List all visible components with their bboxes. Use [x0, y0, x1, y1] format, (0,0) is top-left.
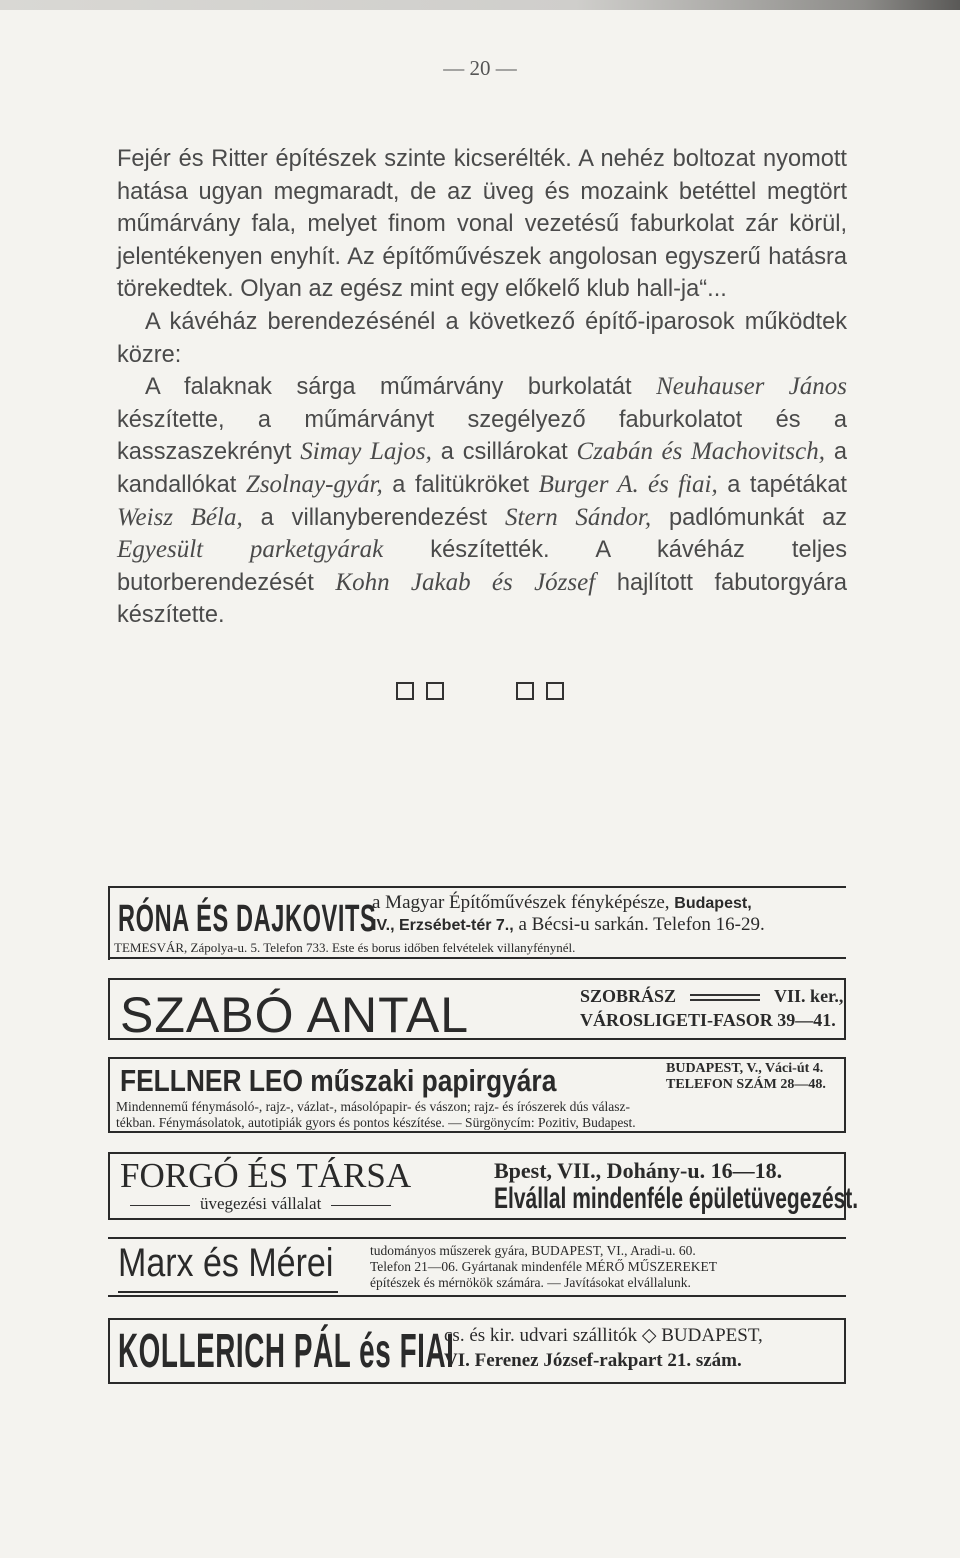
- ad-kollerich-line1: cs. és kir. udvari szállitók ◇ BUDAPEST,: [444, 1325, 763, 1346]
- ad-fellner-desc2: tékban. Fénymásolatok, autotipiák gyors és pontos készítése. — Sürgönycím: Pozitiv, Budapest.: [116, 1115, 636, 1130]
- section-separator: [0, 676, 960, 702]
- ad-marx-line1: tudományos műszerek gyára, BUDAPEST, VI., Aradi-u. 60.: [370, 1243, 696, 1258]
- ad-fellner-addr1: BUDAPEST, V., Váci-út 4.: [666, 1061, 824, 1076]
- double-rule: [690, 994, 760, 1001]
- ad-fellner-leo: [108, 1057, 846, 1133]
- ad-rona-dajkovits: [108, 886, 846, 960]
- ad-szabo-antal: [108, 978, 846, 1043]
- ad-forgo-line1: Bpest, VII., Dohány-u. 16—18.: [494, 1158, 783, 1183]
- ad-forgo-tarsa: [108, 1152, 859, 1220]
- square-ornament-icon: [546, 682, 564, 700]
- ad-marx-line2: Telefon 21—06. Gyártanak mindenféle MÉRŐ MŰSZEREKET: [370, 1259, 717, 1274]
- square-ornament-icon: [426, 682, 444, 700]
- article-body: [117, 143, 847, 632]
- ad-rona-line3: TEMESVÁR, Zápolya-u. 5. Telefon 733. Este és borus időben felvételek villanyfénynél.: [114, 940, 576, 955]
- ad-kollerich-name: KOLLERICH PÁL és FIAI: [118, 1325, 455, 1378]
- ad-marx-name: Marx és Mérei: [118, 1241, 334, 1285]
- ad-marx-merei: [108, 1237, 846, 1297]
- ad-marx-line3: építészek és mérnökök számára. — Javításokat elvállalunk.: [370, 1275, 691, 1290]
- divider: [118, 1291, 338, 1293]
- ad-forgo-sub: üvegezési vállalat: [120, 1194, 401, 1214]
- paragraph-2: A kávéház berendezésénél a következő építő-iparosok működtek közre:: [117, 308, 847, 368]
- ad-szabo-line1: SZOBRÁSZ VII. ker.,: [580, 986, 844, 1006]
- ad-kollerich-line2: VI. Ferenez József-rakpart 21. szám.: [444, 1350, 742, 1371]
- paragraph-3: A falaknak sárga műmárvány burkolatát Neuhauser János készítette, a műmárványt szegélyező faburkolatot és a kasszaszekrényt Simay Lajos, a csillárokat Czabán és Machovitsch, a kandallókat Zsolnay-gyár, a falitükröket Burger A. és fiai, a tapétákat Weisz Béla, a villanyberendezést Stern Sándor, padlómunkát az Egyesült parketgyárak készítették. A kávéház teljes butorberendezését Kohn Jakab és József hajlított fabutorgyára készítette.: [117, 373, 848, 629]
- square-ornament-icon: [516, 682, 534, 700]
- ad-szabo-line2: VÁROSLIGETI-FASOR 39—41.: [580, 1010, 836, 1030]
- ad-fellner-desc1: Mindennemű fénymásoló-, rajz-, vázlat-, másolópapir- és vászon; rajz- és írószerek dús válasz-: [116, 1099, 631, 1114]
- ad-rona-line2: IV., Erzsébet-tér 7., a Bécsi-u sarkán. Telefon 16-29.: [372, 914, 765, 935]
- ad-szabo-name: SZABÓ ANTAL: [120, 987, 470, 1043]
- ad-rona-line1: a Magyar Építőművészek fényképésze, Budapest,: [372, 892, 752, 913]
- paragraph-1: Fejér és Ritter építészek szinte kicserélték. A nehéz boltozat nyomott hatása ugyan megmaradt, de az üveg és mozaink betéttel megtört műmárvány fala, melyet finom vonal vezetésű faburkolat zár körül, jelentékenyen enyhít. Az építőművészek angolosan egyszerű hatásra törekedtek. Olyan az egész mint egy előkelő klub hall-ja“...: [117, 146, 847, 303]
- ad-forgo-line2: Elvállal mindenféle épületüvegezést.: [494, 1182, 859, 1215]
- page-number: — 20 —: [443, 56, 517, 80]
- ad-forgo-name: FORGÓ ÉS TÁRSA: [120, 1156, 412, 1195]
- ad-rona-name: RÓNA ÉS DAJKOVITS: [118, 898, 377, 940]
- ad-kollerich-pal: [108, 1318, 846, 1384]
- page-top-strip: [0, 0, 960, 10]
- square-ornament-icon: [396, 682, 414, 700]
- divider: [110, 957, 846, 959]
- ad-fellner-name: FELLNER LEO műszaki papirgyára: [120, 1063, 557, 1098]
- ad-fellner-addr2: TELEFON SZÁM 28—48.: [666, 1077, 826, 1092]
